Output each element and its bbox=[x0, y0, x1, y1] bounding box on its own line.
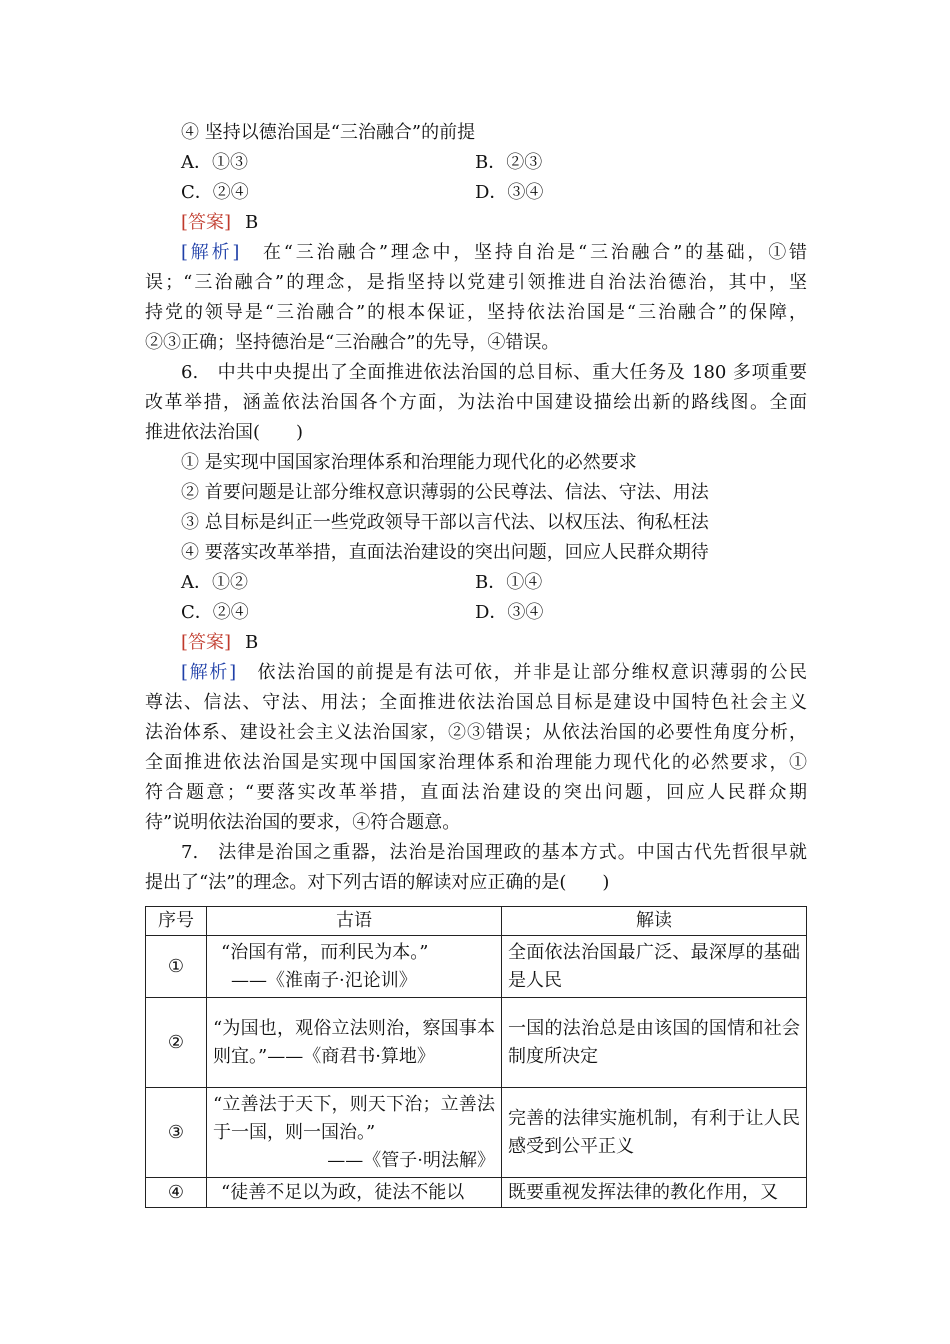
table-row bbox=[146, 936, 807, 998]
q5-analysis-line-2: 误；“三治融合”的理念，是指坚持以党建引领推进自治法治德治，其中，坚 bbox=[145, 272, 807, 293]
q5-option-b: B．②③ bbox=[475, 152, 543, 173]
q6-stem-line-1: 6. 中共中央提出了全面推进依法治国的总目标、重大任务及 180 多项重要 bbox=[181, 362, 807, 383]
q6-options-row-2 bbox=[145, 598, 807, 628]
q6-option-a: A．①② bbox=[181, 572, 248, 593]
q5-options-row-2 bbox=[145, 178, 807, 208]
row-reading: 一国的法治总是由该国的国情和社会制度所决定 bbox=[502, 998, 807, 1088]
analysis-text: 依法治国的前提是有法可依，并非是让部分维权意识薄弱的公民 bbox=[257, 662, 808, 683]
q5-options-row-1 bbox=[145, 148, 807, 178]
q6-stem-line-2: 改革举措，涵盖依法治国各个方面，为法治中国建设描绘出新的路线图。全面 bbox=[145, 392, 807, 413]
answer-tag: [答案] bbox=[181, 212, 232, 233]
row-reading: 既要重视发挥法律的教化作用，又 bbox=[502, 1178, 807, 1208]
analysis-tag: [解析] bbox=[181, 242, 240, 263]
q6-item-2: ② 首要问题是让部分维权意识薄弱的公民尊法、信法、守法、用法 bbox=[181, 482, 709, 503]
quote-line: “徒善不足以为政，徒法不能以 bbox=[221, 1181, 465, 1203]
q6-item-3: ③ 总目标是纠正一些党政领导干部以言代法、以权压法、徇私枉法 bbox=[181, 512, 709, 533]
row-number: ③ bbox=[146, 1088, 207, 1178]
quote-line: “立善法于天下，则天下治；立善法于一国，则一国治。” bbox=[213, 1093, 495, 1143]
header-quote: 古语 bbox=[207, 907, 502, 936]
q6-analysis-line-2: 尊法、信法、守法、用法；全面推进依法治国总目标是建设中国特色社会主义 bbox=[145, 692, 807, 713]
q5-analysis-line-1 bbox=[145, 238, 807, 268]
quote-source: ——《管子·明法解》 bbox=[327, 1149, 495, 1171]
q6-analysis-line-1 bbox=[145, 658, 807, 688]
document-page bbox=[145, 118, 807, 898]
q5-option-d: D．③④ bbox=[475, 182, 544, 203]
answer-value: B bbox=[245, 632, 259, 653]
q6-analysis-line-5: 符合题意；“要落实改革举措，直面法治建设的突出问题，回应人民群众期 bbox=[145, 782, 807, 803]
quote-line: “为国也，观俗立法则治，察国事本则宜。”——《商君书·算地》 bbox=[213, 1017, 495, 1067]
row-number: ① bbox=[146, 936, 207, 998]
row-number: ④ bbox=[146, 1178, 207, 1208]
table-header-row bbox=[146, 907, 807, 936]
q6-options-row-1 bbox=[145, 568, 807, 598]
row-reading: 全面依法治国最广泛、最深厚的基础是人民 bbox=[502, 936, 807, 998]
analysis-text: 在“三治融合”理念中，坚持自治是“三治融合”的基础，①错 bbox=[262, 242, 808, 263]
row-quote bbox=[207, 936, 502, 998]
q5-analysis-line-3: 持党的领导是“三治融合”的根本保证，坚持依法治国是“三治融合”的保障， bbox=[145, 302, 807, 323]
q7-stem-line-2: 提出了“法”的理念。对下列古语的解读对应正确的是( ) bbox=[145, 872, 610, 893]
q5-item-4: ④ 坚持以德治国是“三治融合”的前提 bbox=[181, 122, 476, 143]
q6-analysis-line-6: 待”说明依法治国的要求，④符合题意。 bbox=[145, 812, 461, 833]
q7-table bbox=[145, 906, 807, 1208]
q5-option-c: C．②④ bbox=[181, 182, 249, 203]
analysis-tag: [解析] bbox=[181, 662, 237, 683]
q5-analysis-line-4: ②③正确；坚持德治是“三治融合”的先导，④错误。 bbox=[145, 332, 560, 353]
row-quote bbox=[207, 1178, 502, 1208]
q6-answer bbox=[145, 628, 807, 658]
quote-line: “治国有常，而利民为本。” bbox=[221, 941, 429, 963]
header-number: 序号 bbox=[146, 907, 207, 936]
row-quote bbox=[207, 1088, 502, 1178]
q6-option-b: B．①④ bbox=[475, 572, 543, 593]
q6-option-c: C．②④ bbox=[181, 602, 249, 623]
row-reading: 完善的法律实施机制，有利于让人民感受到公平正义 bbox=[502, 1088, 807, 1178]
answer-value: B bbox=[245, 212, 259, 233]
q6-item-1: ① 是实现中国国家治理体系和治理能力现代化的必然要求 bbox=[181, 452, 637, 473]
q5-option-a: A．①③ bbox=[181, 152, 248, 173]
header-reading: 解读 bbox=[502, 907, 807, 936]
q6-analysis-line-4: 全面推进依法治国是实现中国国家治理体系和治理能力现代化的必然要求，① bbox=[145, 752, 807, 773]
row-number: ② bbox=[146, 998, 207, 1088]
quote-source: ——《淮南子·氾论训》 bbox=[231, 969, 417, 991]
q6-analysis-line-3: 法治体系、建设社会主义法治国家，②③错误；从依法治国的必要性角度分析， bbox=[145, 722, 807, 743]
q7-stem-line-1: 7. 法律是治国之重器，法治是治国理政的基本方式。中国古代先哲很早就 bbox=[181, 842, 807, 863]
table-row bbox=[146, 998, 807, 1088]
table-row bbox=[146, 1178, 807, 1208]
q5-answer bbox=[145, 208, 807, 238]
answer-tag: [答案] bbox=[181, 632, 232, 653]
q6-stem-line-3: 推进依法治国( ) bbox=[145, 422, 304, 443]
q6-item-4: ④ 要落实改革举措，直面法治建设的突出问题，回应人民群众期待 bbox=[181, 542, 709, 563]
table-row bbox=[146, 1088, 807, 1178]
row-quote bbox=[207, 998, 502, 1088]
q6-option-d: D．③④ bbox=[475, 602, 544, 623]
